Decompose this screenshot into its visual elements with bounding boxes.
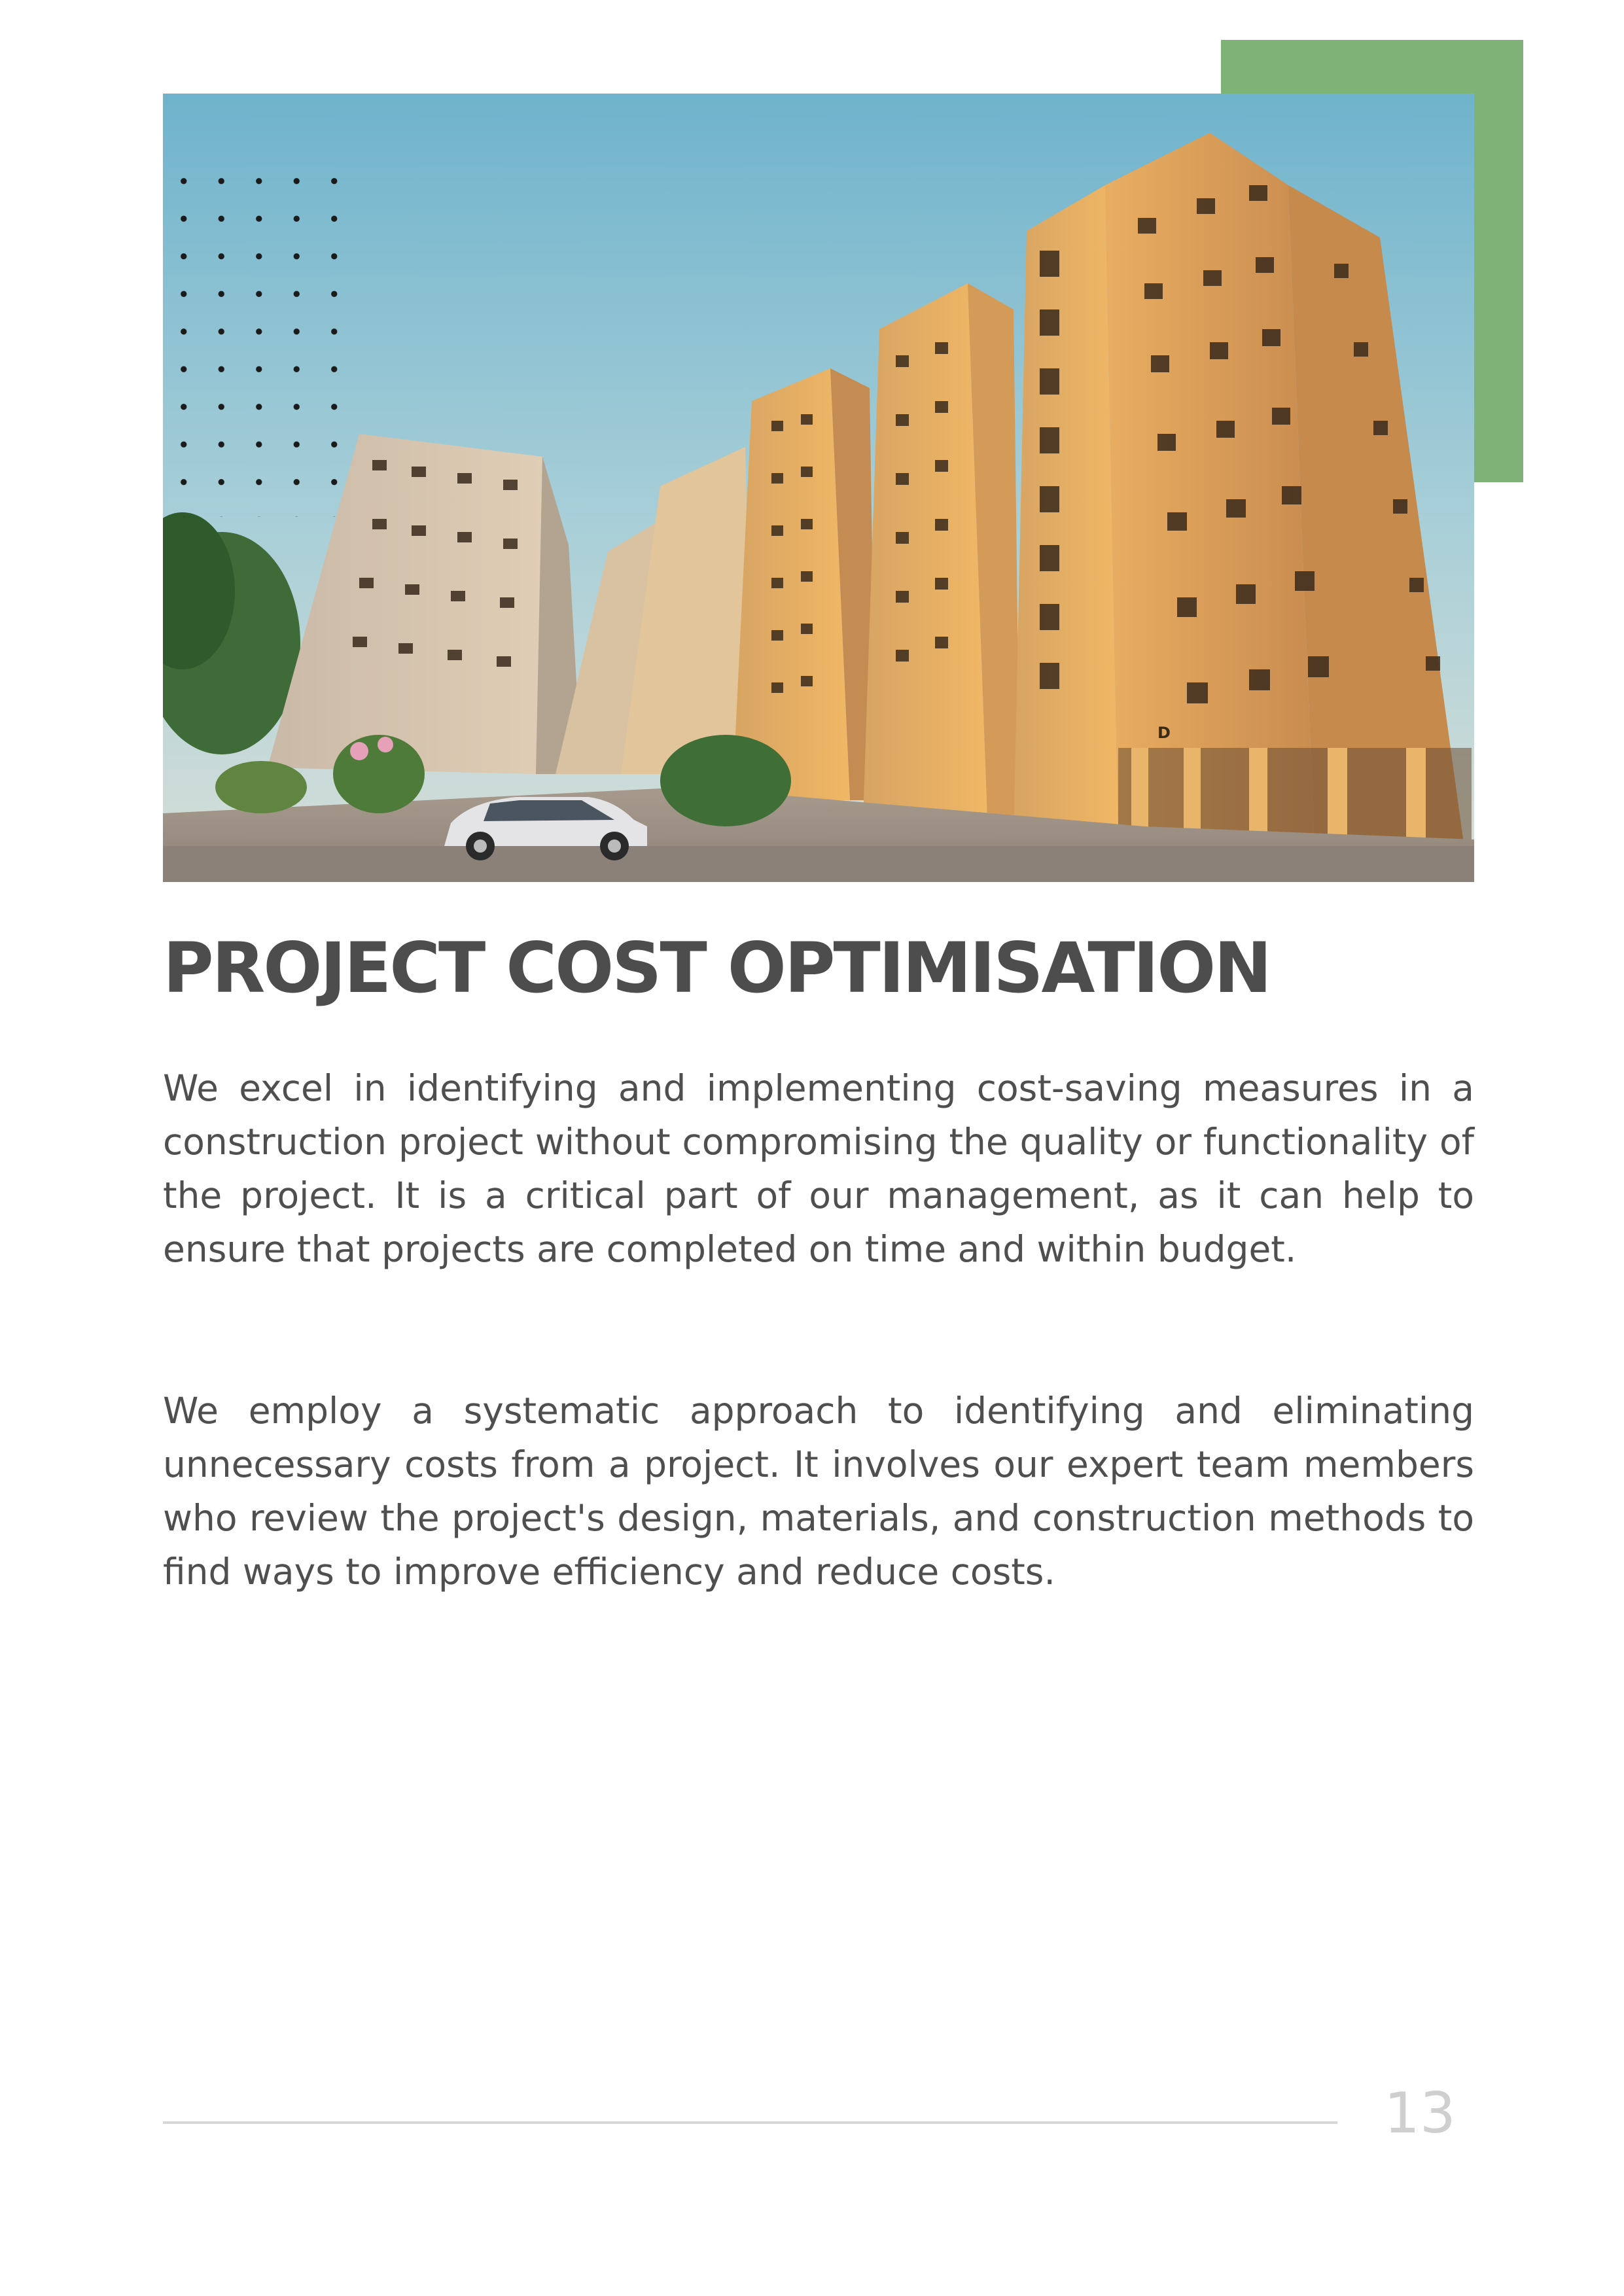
body-paragraph-2: We employ a systematic approach to identifying and eliminating unnecessary costs from a project. It involves our expert team members who review the project's design, materials, and construction methods to find ways to improve efficiency and reduce costs. [163, 1390, 1474, 1593]
building-label: D [1157, 724, 1171, 742]
body-paragraph-1: We excel in identifying and implementing cost-saving measures in a construction project without compromising the quality or functionality of the project. It is a critical part of our management, as it can help to ensure that projects are completed on time and within budget. [163, 1067, 1474, 1270]
page-title: PROJECT COST OPTIMISATION [163, 928, 1270, 1008]
dot-grid-decoration [163, 160, 359, 517]
hero-photo [163, 94, 1474, 882]
footer-divider [163, 2121, 1337, 2124]
page-number: 13 [1384, 2081, 1456, 2146]
